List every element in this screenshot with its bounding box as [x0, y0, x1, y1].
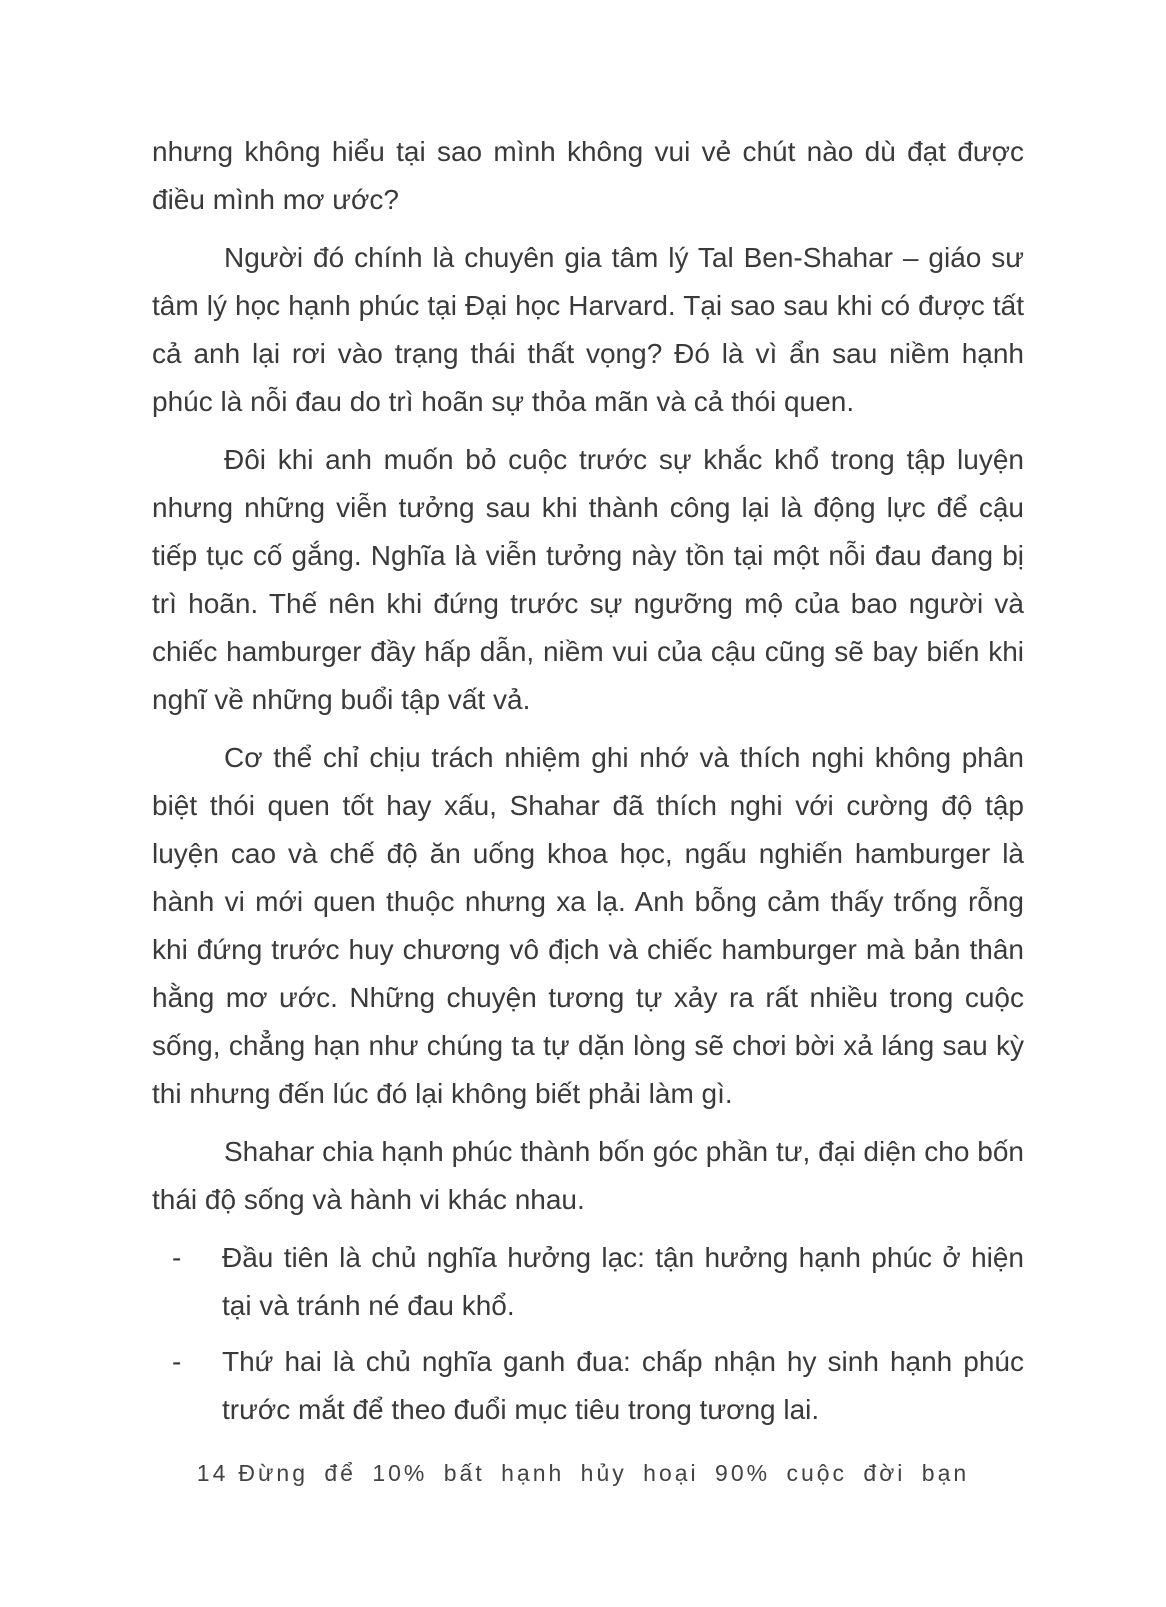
list-item-marker: -: [172, 1346, 182, 1377]
bullet-list: [152, 1234, 1024, 1434]
list-item-marker: -: [172, 1242, 182, 1273]
text-block: [152, 128, 1024, 1442]
list-item-text: Đầu tiên là chủ nghĩa hưởng lạc: tận hưởng hạnh phúc ở hiện tại và tránh né đau khổ.: [222, 1242, 1024, 1321]
footer-book-title: Đừng để 10% bất hạnh hủy hoại 90% cuộc đời bạn: [238, 1460, 970, 1486]
list-item: [152, 1234, 1024, 1330]
page-footer: [0, 1456, 1166, 1490]
list-item-text: Thứ hai là chủ nghĩa ganh đua: chấp nhận hy sinh hạnh phúc trước mắt để theo đuổi mục tiêu trong tương lai.: [222, 1346, 1024, 1425]
body-paragraph: Đôi khi anh muốn bỏ cuộc trước sự khắc khổ trong tập luyện nhưng những viễn tưởng sau khi thành công lại là động lực để cậu tiếp tục cố gắng. Nghĩa là viễn tưởng này tồn tại một nỗi đau đang bị trì hoãn. Thế nên khi đứng trước sự ngưỡng mộ của bao người và chiếc hamburger đầy hấp dẫn, niềm vui của cậu cũng sẽ bay biến khi nghĩ về những buổi tập vất vả.: [152, 444, 1024, 715]
body-paragraph: Cơ thể chỉ chịu trách nhiệm ghi nhớ và thích nghi không phân biệt thói quen tốt hay xấu, Shahar đã thích nghi với cường độ tập luyện cao và chế độ ăn uống khoa học, ngấu nghiến hamburger là hành vi mới quen thuộc nhưng xa lạ. Anh bỗng cảm thấy trống rỗng khi đứng trước huy chương vô địch và chiếc hamburger mà bản thân hằng mơ ước. Những chuyện tương tự xảy ra rất nhiều trong cuộc sống, chẳng hạn như chúng ta tự dặn lòng sẽ chơi bời xả láng sau kỳ thi nhưng đến lúc đó lại không biết phải làm gì.: [152, 742, 1024, 1109]
body-paragraph: nhưng không hiểu tại sao mình không vui vẻ chút nào dù đạt được điều mình mơ ước?: [152, 136, 1024, 215]
body-paragraph: Shahar chia hạnh phúc thành bốn góc phần tư, đại diện cho bốn thái độ sống và hành vi khác nhau.: [152, 1136, 1024, 1215]
footer-page-number: 14: [196, 1460, 229, 1486]
list-item: [152, 1338, 1024, 1434]
body-paragraph: Người đó chính là chuyên gia tâm lý Tal Ben-Shahar – giáo sư tâm lý học hạnh phúc tại Đại học Harvard. Tại sao sau khi có được tất cả anh lại rơi vào trạng thái thất vọng? Đó là vì ẩn sau niềm hạnh phúc là nỗi đau do trì hoãn sự thỏa mãn và cả thói quen.: [152, 242, 1024, 417]
